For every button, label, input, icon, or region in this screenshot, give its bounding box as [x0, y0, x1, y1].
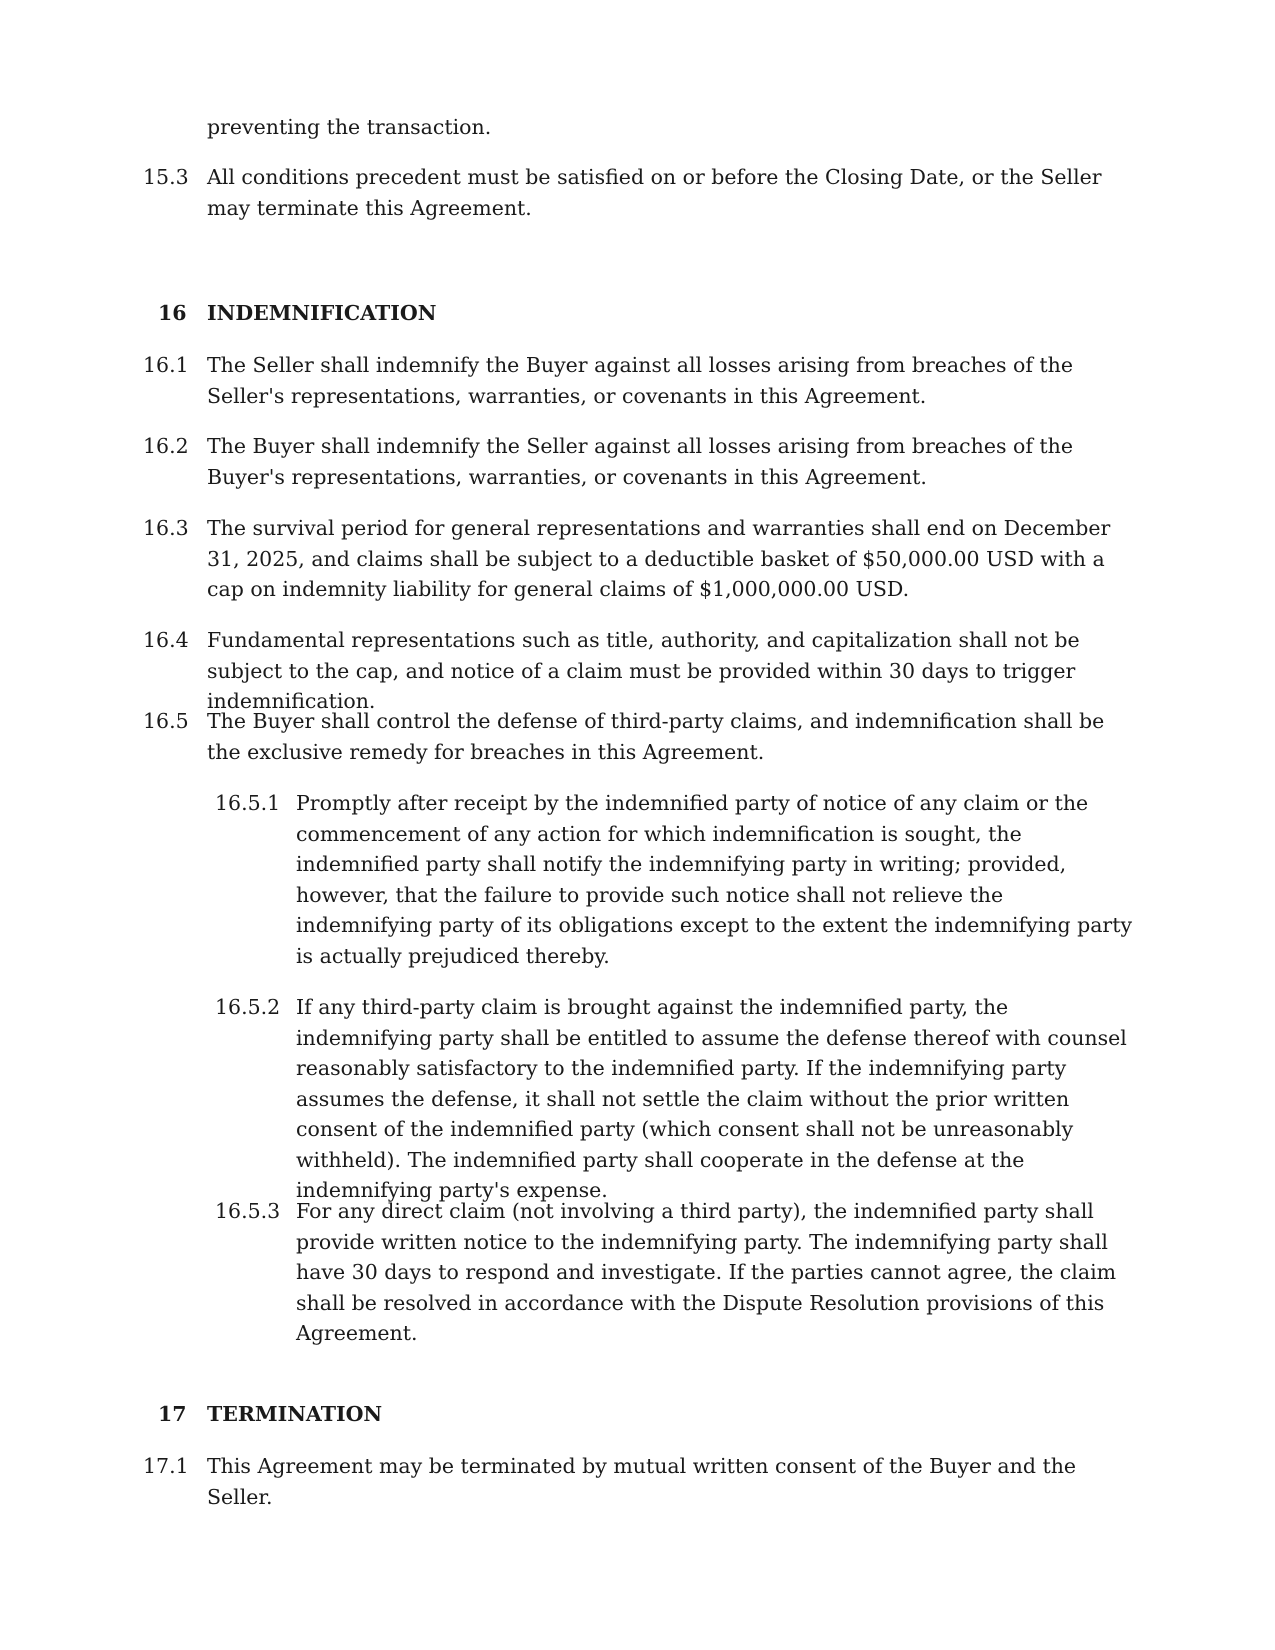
clause-text: For any direct claim (not involving a third party), the indemnified party shall provide written notice to the indemnifying party. The indemnifying party shall have 30 days to respond and investigate. If the parties cannot agree, the claim shall be resolved in accordance with the Dispute Resolution provisions of this Agreement. — [296, 1199, 1117, 1345]
clause-text: If any third-party claim is brought against the indemnified party, the indemnifying party shall be entitled to assume the defense thereof with counsel reasonably satisfactory to the indemnified party. If the indemnifying party assumes the defense, it shall not settle the claim without the prior written consent of the indemnified party (which consent shall not be unreasonably withheld). The indemnified party shall cooperate in the defense at the indemnifying party's expense. — [296, 995, 1127, 1202]
section-number: 16 — [158, 301, 187, 325]
clause-text: The Buyer shall indemnify the Seller against all losses arising from breaches of the Buyer's representations, warranties, or covenants in this Agreement. — [207, 434, 1074, 489]
clause-number: 16.3 — [143, 516, 189, 540]
section-title: TERMINATION — [207, 1402, 383, 1426]
clause-text: This Agreement may be terminated by mutual written consent of the Buyer and the Seller. — [207, 1454, 1077, 1509]
clause-number: 16.5.3 — [215, 1199, 281, 1223]
clause-text: The survival period for general representations and warranties shall end on December 31, 2025, and claims shall be subject to a deductible basket of $50,000.00 USD with a cap on indemnity liability for general claims of $1,000,000.00 USD. — [207, 516, 1111, 601]
paragraph-text: preventing the transaction. — [207, 115, 492, 139]
clause-number: 16.5.1 — [215, 791, 281, 815]
clause-number: 16.5.2 — [215, 995, 281, 1019]
section-number: 17 — [158, 1402, 187, 1426]
clause-text: All conditions precedent must be satisfied on or before the Closing Date, or the Seller may terminate this Agreement. — [207, 165, 1102, 220]
clause-number: 16.2 — [143, 434, 189, 458]
clause-number: 17.1 — [143, 1454, 189, 1478]
clause-number: 16.4 — [143, 628, 189, 652]
clause-number: 16.1 — [143, 353, 189, 377]
clause-text: Promptly after receipt by the indemnified party of notice of any claim or the commencement of any action for which indemnification is sought, the indemnified party shall notify the indemnifying party in writing; provided, however, that the failure to provide such notice shall not relieve the indemnifying party of its obligations except to the extent the indemnifying party is actually prejudiced thereby. — [296, 791, 1133, 968]
clause-number: 16.5 — [143, 709, 189, 733]
clause-number: 15.3 — [143, 165, 189, 189]
clause-text: The Buyer shall control the defense of third-party claims, and indemnification shall be the exclusive remedy for breaches in this Agreement. — [207, 709, 1105, 764]
clause-text: The Seller shall indemnify the Buyer against all losses arising from breaches of the Seller's representations, warranties, or covenants in this Agreement. — [207, 353, 1074, 408]
section-title: INDEMNIFICATION — [207, 301, 437, 325]
clause-text: Fundamental representations such as title, authority, and capitalization shall not be subject to the cap, and notice of a claim must be provided within 30 days to trigger indemnification. — [207, 628, 1080, 713]
